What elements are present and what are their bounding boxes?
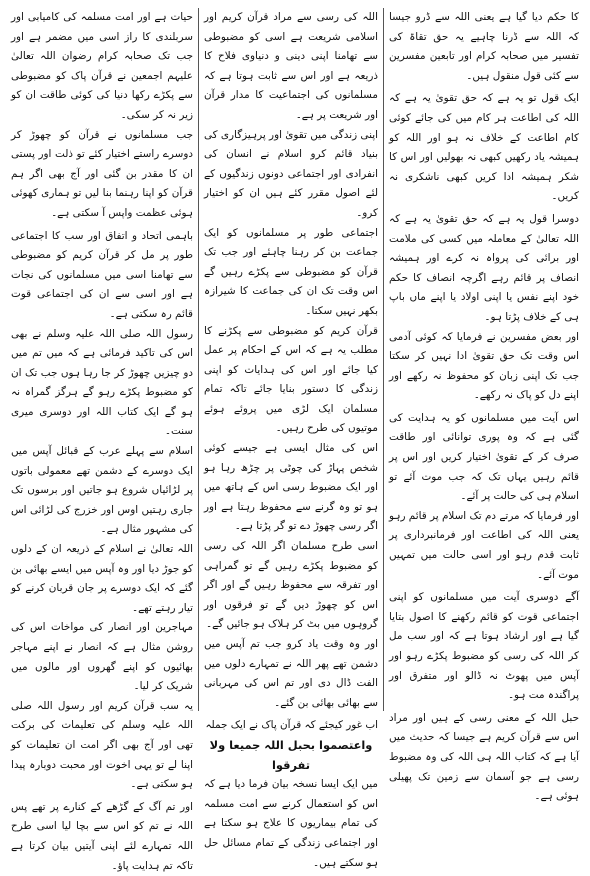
paragraph: جب مسلمانوں نے قرآن کو چھوڑ کر دوسرے راستے اختیار کئے تو ذلت اور پستی ان کا مقدر بن گئی اور آج بھی اگر ہم قرآن کو اپنا رہنما بنا لیں تو ہماری کھوئی ہوئی عظمت واپس آ سکتی ہے۔	[11, 128, 193, 219]
quranic-verse: واعتصموا بحبل اللہ جمیعا ولا تفرقوا	[209, 737, 373, 772]
paragraph: باہمی اتحاد و اتفاق اور سب کا اجتماعی طور پر مل کر قرآن کریم کو مضبوطی سے تھامنا اسی میں مسلمانوں کی نجات ہے اور اسی سے ان کی اجتماعی قوت قائم رہ سکتی ہے۔	[11, 229, 193, 320]
paragraph: قرآن کریم کو مضبوطی سے پکڑنے کا مطلب یہ ہے کہ اس کے احکام پر عمل کیا جائے اور اس کی ہدایات کو اپنی زندگی کا دستور بنایا جائے تاکہ تمام مسلمان ایک لڑی میں پروئے ہوئے موتیوں کی طرح رہیں۔	[204, 324, 378, 435]
paragraph: اور تم آگ کے گڑھے کے کنارے پر تھے پس اللہ نے تم کو اس سے بچا لیا اسی طرح اللہ تمہارے لئے اپنی آیتیں بیان کرتا ہے تاکہ تم ہدایت پاؤ۔	[11, 800, 193, 872]
paragraph: اب غور کیجئے کہ قرآن پاک نے ایک جملہ	[205, 719, 378, 732]
text-column-left	[6, 8, 199, 872]
paragraph: حبل اللہ کے معنی رسی کے ہیں اور مراد اس سے قرآن کریم ہے جیسا کہ حدیث میں آیا ہے کہ کتاب اللہ ہی اللہ کی وہ مضبوط رسی ہے جو آسمان سے زمین تک پھیلی ہوئی ہے۔	[389, 711, 579, 803]
text-column-right	[384, 8, 584, 803]
paragraph: دوسرا قول یہ ہے کہ حق تقویٰ یہ ہے کہ اللہ تعالیٰ کے معاملہ میں کسی کی ملامت اور برائی کی پرواہ نہ کرے اور ہمیشہ انصاف پر قائم رہے اگرچہ انصاف کا حکم خود اپنے نفس یا اپنی اولاد یا اپنے ماں باپ ہی کے خلاف پڑتا ہو۔	[389, 212, 579, 323]
paragraph: اور فرمایا کہ مرتے دم تک اسلام پر قائم رہو یعنی اللہ کی اطاعت اور فرمانبرداری پر ثابت قدم رہو اور اسی حالت میں تمہیں موت آئے۔	[389, 509, 579, 581]
paragraph: آگے دوسری آیت میں مسلمانوں کو اپنی اجتماعی قوت کو قائم رکھنے کا اصول بتایا گیا ہے اور ارشاد ہوتا ہے کہ اور سب مل کر اللہ کی رسی کو مضبوط پکڑے رہو اور آپس میں پھوٹ نہ ڈالو اور متفرق اور پراگندہ مت ہو۔	[389, 591, 579, 702]
paragraph: رسول اللہ صلی اللہ علیہ وسلم نے بھی اس کی تاکید فرمائی ہے کہ میں تم میں دو چیزیں چھوڑ کر جا رہا ہوں جب تک ان کو مضبوط پکڑے رہو گے ہرگز گمراہ نہ ہو گے ایک کتاب اللہ اور دوسری میری سنت۔	[11, 327, 193, 438]
paragraph: اسی طرح مسلمان اگر اللہ کی رسی کو مضبوط پکڑے رہیں گے تو گمراہی اور تفرقہ سے محفوظ رہیں گے اور اگر اس کو چھوڑ دیں گے تو فرقوں اور گروہوں میں بٹ کر ہلاک ہو جائیں گے۔	[204, 540, 378, 631]
paragraph: یہ سب قرآن کریم اور رسول اللہ صلی اللہ علیہ وسلم کی تعلیمات کی برکت تھی اور آج بھی اگر امت ان تعلیمات کو اپنا لے تو یہی اخوت اور محبت دوبارہ پیدا ہو سکتی ہے۔	[11, 699, 193, 791]
paragraph: اس کی مثال ایسی ہے جیسے کوئی شخص پہاڑ کی چوٹی پر چڑھ رہا ہو اور ایک مضبوط رسی اس کے ہاتھ میں ہو تو وہ گرنے سے محفوظ رہتا ہے اور اگر رسی چھوڑ دے تو گر پڑتا ہے۔	[204, 442, 378, 533]
paragraph: اسلام سے پہلے عرب کے قبائل آپس میں ایک دوسرے کے دشمن تھے معمولی باتوں پر لڑائیاں شروع ہو جاتیں اور برسوں تک جاری رہتیں اوس اور خزرج کی لڑائی اس کی مشہور مثال ہے۔	[11, 445, 193, 536]
paragraph: مہاجرین اور انصار کی مواخات اس کی روشن مثال ہے کہ انصار نے اپنے مہاجر بھائیوں کو اپنے گھروں اور مالوں میں شریک کر لیا۔	[11, 621, 193, 693]
paragraph: ایک قول تو یہ ہے کہ حق تقویٰ یہ ہے کہ اللہ کی اطاعت ہر کام میں کی جائے کوئی کام اطاعت کے خلاف نہ ہو اور اللہ کو ہمیشہ یاد رکھیں کبھی نہ بھولیں اور اس کا شکر ہمیشہ ادا کریں کبھی ناشکری نہ کریں۔	[389, 92, 579, 203]
paragraph: اجتماعی طور پر مسلمانوں کو ایک جماعت بن کر رہنا چاہئے اور جب تک قرآن کو مضبوطی سے پکڑے رہیں گے اس وقت تک ان کی جماعت کا شیرازہ بکھر نہیں سکتا۔	[204, 226, 378, 317]
paragraph: اللہ تعالیٰ نے اسلام کے ذریعہ ان کے دلوں کو جوڑ دیا اور وہ آپس میں ایسے بھائی بن گئے کہ ایک دوسرے پر جان قربان کرنے کو تیار رہتے تھے۔	[11, 543, 193, 614]
paragraph: حیات ہے اور امت مسلمہ کی کامیابی اور سربلندی کا راز اسی میں مضمر ہے اور جب تک صحابہ کرام رضوان اللہ تعالیٰ علیہم اجمعین نے قرآن پاک کو مضبوطی سے پکڑے رکھا دنیا کی کوئی طاقت ان کو زیر نہ کر سکی۔	[11, 11, 193, 121]
paragraph: اس آیت میں مسلمانوں کو یہ ہدایت کی گئی ہے کہ وہ پوری توانائی اور طاقت صرف کر کے تقویٰ اختیار کریں اور اس پر قائم رہیں یہاں تک کہ جب موت آئے تو اسلام ہی کی حالت پر آئے۔	[389, 411, 579, 503]
paragraph: کا حکم دیا گیا ہے یعنی اللہ سے ڈرو جیسا کہ اللہ سے ڈرنا چاہیے یہ حق تقاۃ کی تفسیر میں صحابہ کرام اور تابعین مفسرین سے کئی قول منقول ہیں۔	[389, 11, 579, 82]
paragraph: اپنی زندگی میں تقویٰ اور پرہیزگاری کی بنیاد قائم کرو اسلام نے انسان کی انفرادی اور اجتماعی دونوں زندگیوں کے لئے اصول مقرر کئے ہیں ان کو اختیار کرو۔	[204, 128, 378, 219]
text-column-middle	[199, 8, 384, 869]
paragraph: میں ایک ایسا نسخہ بیان فرما دیا ہے کہ اس کو استعمال کرنے سے امت مسلمہ کی تمام بیماریوں کا علاج ہو سکتا ہے اور اجتماعی زندگی کے تمام مسائل حل ہو سکتے ہیں۔	[204, 778, 378, 869]
paragraph: اور وہ وقت یاد کرو جب تم آپس میں دشمن تھے پھر اللہ نے تمہارے دلوں میں الفت ڈال دی اور تم اس کی مہربانی سے بھائی بھائی بن گئے۔	[204, 638, 378, 709]
paragraph: اور بعض مفسرین نے فرمایا کہ کوئی آدمی اس وقت تک حق تقویٰ ادا نہیں کر سکتا جب تک اپنی زبان کو محفوظ نہ رکھے اور اپنے دل کو پاک نہ رکھے۔	[389, 330, 579, 402]
paragraph: اللہ کی رسی سے مراد قرآن کریم اور اسلامی شریعت ہے اسی کو مضبوطی سے تھامنا اپنی دینی و دنیاوی فلاح کا ذریعہ ہے اور اس سے ثابت ہوتا ہے کہ مسلمانوں کی اجتماعیت کا مدار قرآن اور شریعت پر ہے۔	[204, 11, 378, 121]
